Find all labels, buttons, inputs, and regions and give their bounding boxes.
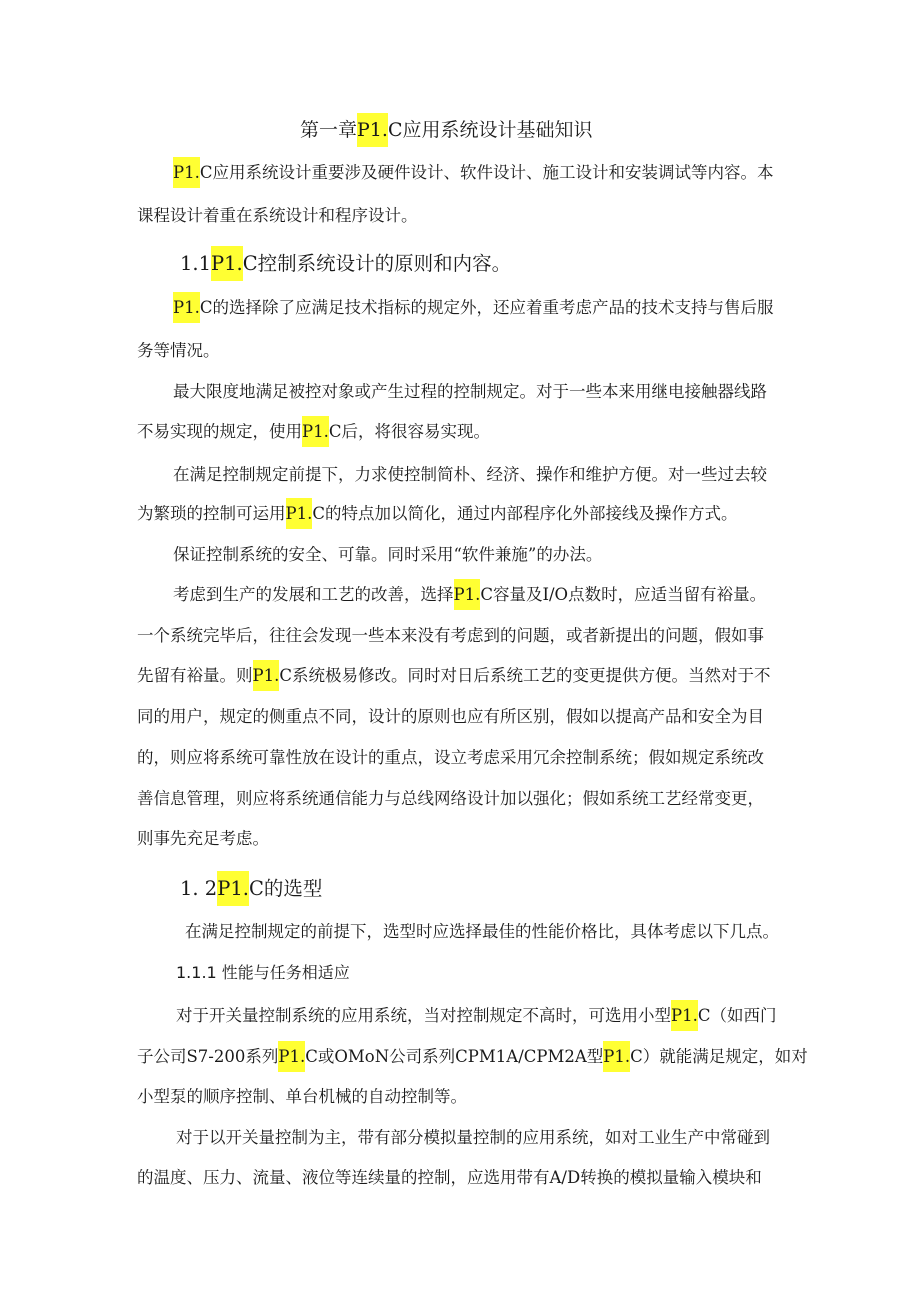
section-heading: 1.1P1.C控制系统设计的原则和内容。	[180, 252, 511, 276]
chapter-title: 第一章P1.C应用系统设计基础知识	[300, 118, 592, 142]
highlight: P1.	[211, 246, 243, 281]
paragraph-line: 子公司S7-200系列P1.C或OMoN公司系列CPM1A/CPM2A型P1.C）就能满足规定，如对	[137, 1045, 808, 1069]
paragraph-line: 在满足控制规定的前提下，选型时应选择最佳的性能价格比，具体考虑以下几点。	[185, 922, 779, 941]
highlight: P1.	[454, 579, 481, 610]
highlight: P1.	[671, 1000, 698, 1031]
highlight: P1.	[286, 498, 313, 529]
subsection-heading: 1.1.1 性能与任务相适应	[176, 963, 350, 982]
paragraph-line: 则事先充足考虑。	[137, 829, 269, 848]
highlight: P1.	[173, 157, 200, 188]
highlight: P1.	[253, 660, 280, 691]
paragraph-line: 小型泵的顺序控制、单台机械的自动控制等。	[137, 1087, 467, 1106]
paragraph-line: 不易实现的规定，使用P1.C后，将很容易实现。	[137, 420, 490, 444]
paragraph-line: 在满足控制规定前提下，力求使控制简朴、经济、操作和维护方便。对一些过去较	[173, 465, 767, 484]
paragraph-line: 考虑到生产的发展和工艺的改善，选择P1.C容量及I/O点数时，应适当留有裕量。	[173, 583, 766, 607]
highlight: P1.	[302, 416, 329, 447]
section-heading: 1. 2P1.C的选型	[180, 877, 322, 901]
paragraph-line: 善信息管理，则应将系统通信能力与总线网络设计加以强化；假如系统工艺经常变更，	[137, 789, 764, 808]
highlight: P1.	[357, 113, 388, 147]
intro-line: 课程设计着重在系统设计和程序设计。	[137, 206, 418, 225]
paragraph-line: 务等情况。	[137, 341, 220, 360]
paragraph-line: 为繁琐的控制可运用P1.C的特点加以简化，通过内部程序化外部接线及操作方式。	[137, 502, 737, 526]
paragraph-line: 最大限度地满足被控对象或产生过程的控制规定。对于一些本来用继电接触器线路	[173, 382, 767, 401]
highlight: P1.	[603, 1041, 630, 1072]
paragraph-line: 一个系统完毕后，往往会发现一些本来没有考虑到的问题，或者新提出的问题，假如事	[137, 626, 764, 645]
highlight: P1.	[217, 871, 249, 906]
paragraph-line: 的，则应将系统可靠性放在设计的重点，设立考虑采用冗余控制系统；假如规定系统改	[137, 748, 764, 767]
paragraph-line: 先留有裕量。则P1.C系统极易修改。同时对日后系统工艺的变更提供方便。当然对于不	[137, 664, 770, 688]
paragraph-line: 对于以开关量控制为主，带有部分模拟量控制的应用系统，如对工业生产中常碰到	[176, 1128, 770, 1147]
paragraph-line: 的温度、压力、流量、液位等连续量的控制，应选用带有A/D转换的模拟量输入模块和	[137, 1168, 762, 1187]
highlight: P1.	[173, 292, 200, 323]
highlight: P1.	[278, 1041, 305, 1072]
paragraph-line: 保证控制系统的安全、可靠。同时采用“软件兼施”的办法。	[173, 545, 603, 564]
paragraph-line: 对于开关量控制系统的应用系统，当对控制规定不高时，可选用小型P1.C（如西门	[176, 1004, 776, 1028]
paragraph-line: P1.C的选择除了应满足技术指标的规定外，还应着重考虑产品的技术支持与售后服	[173, 296, 773, 320]
intro-line: P1.C应用系统设计重要涉及硬件设计、软件设计、施工设计和安装调试等内容。本	[173, 161, 773, 185]
paragraph-line: 同的用户，规定的侧重点不同，设计的原则也应有所区别，假如以提高产品和安全为目	[137, 707, 764, 726]
